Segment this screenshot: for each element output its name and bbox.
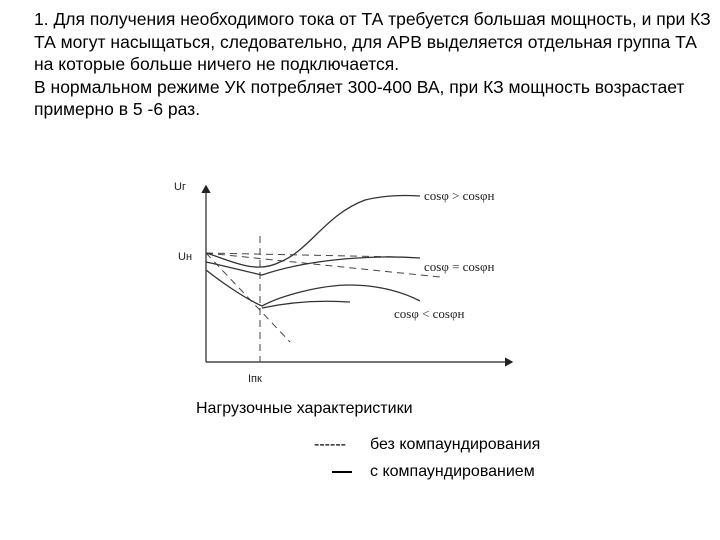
legend-dashed <box>314 436 540 454</box>
solid-curve-lower-dip <box>206 270 420 306</box>
solid-curve-middle <box>206 257 420 275</box>
paragraph-2: В нормальном режиме УК потребляет 300-400 ВА, при КЗ мощность возрастает примерно в 5 -6 раз. <box>34 76 685 119</box>
legend-solid-label: с компаундированием <box>370 463 535 480</box>
legend-solid <box>318 463 535 481</box>
diagram-caption: Нагрузочные характеристики <box>196 400 413 417</box>
legend-dashed-label: без компаундирования <box>370 436 541 453</box>
curve-label-middle: cosφ = cosφн <box>424 259 495 274</box>
start-current-label: Iпк <box>248 373 262 385</box>
legend-dashed-symbol: ------ <box>314 436 346 453</box>
curve-label-lower: cosφ < cosφн <box>394 306 465 321</box>
nominal-voltage-label: Uн <box>178 251 193 263</box>
solid-curve-lowest <box>262 301 350 308</box>
curve-label-upper: cosφ > cosφн <box>424 188 495 203</box>
legend-solid-symbol <box>332 471 352 473</box>
paragraph-1: 1. Для получения необходимого тока от ТА требуется большая мощность, и при КЗ ТА могут насыщаться, следовательно, для АРВ выделяется отдельная группа ТА на которые больше ничего не подключается. <box>34 9 711 74</box>
y-axis-label: Uг <box>174 181 186 193</box>
